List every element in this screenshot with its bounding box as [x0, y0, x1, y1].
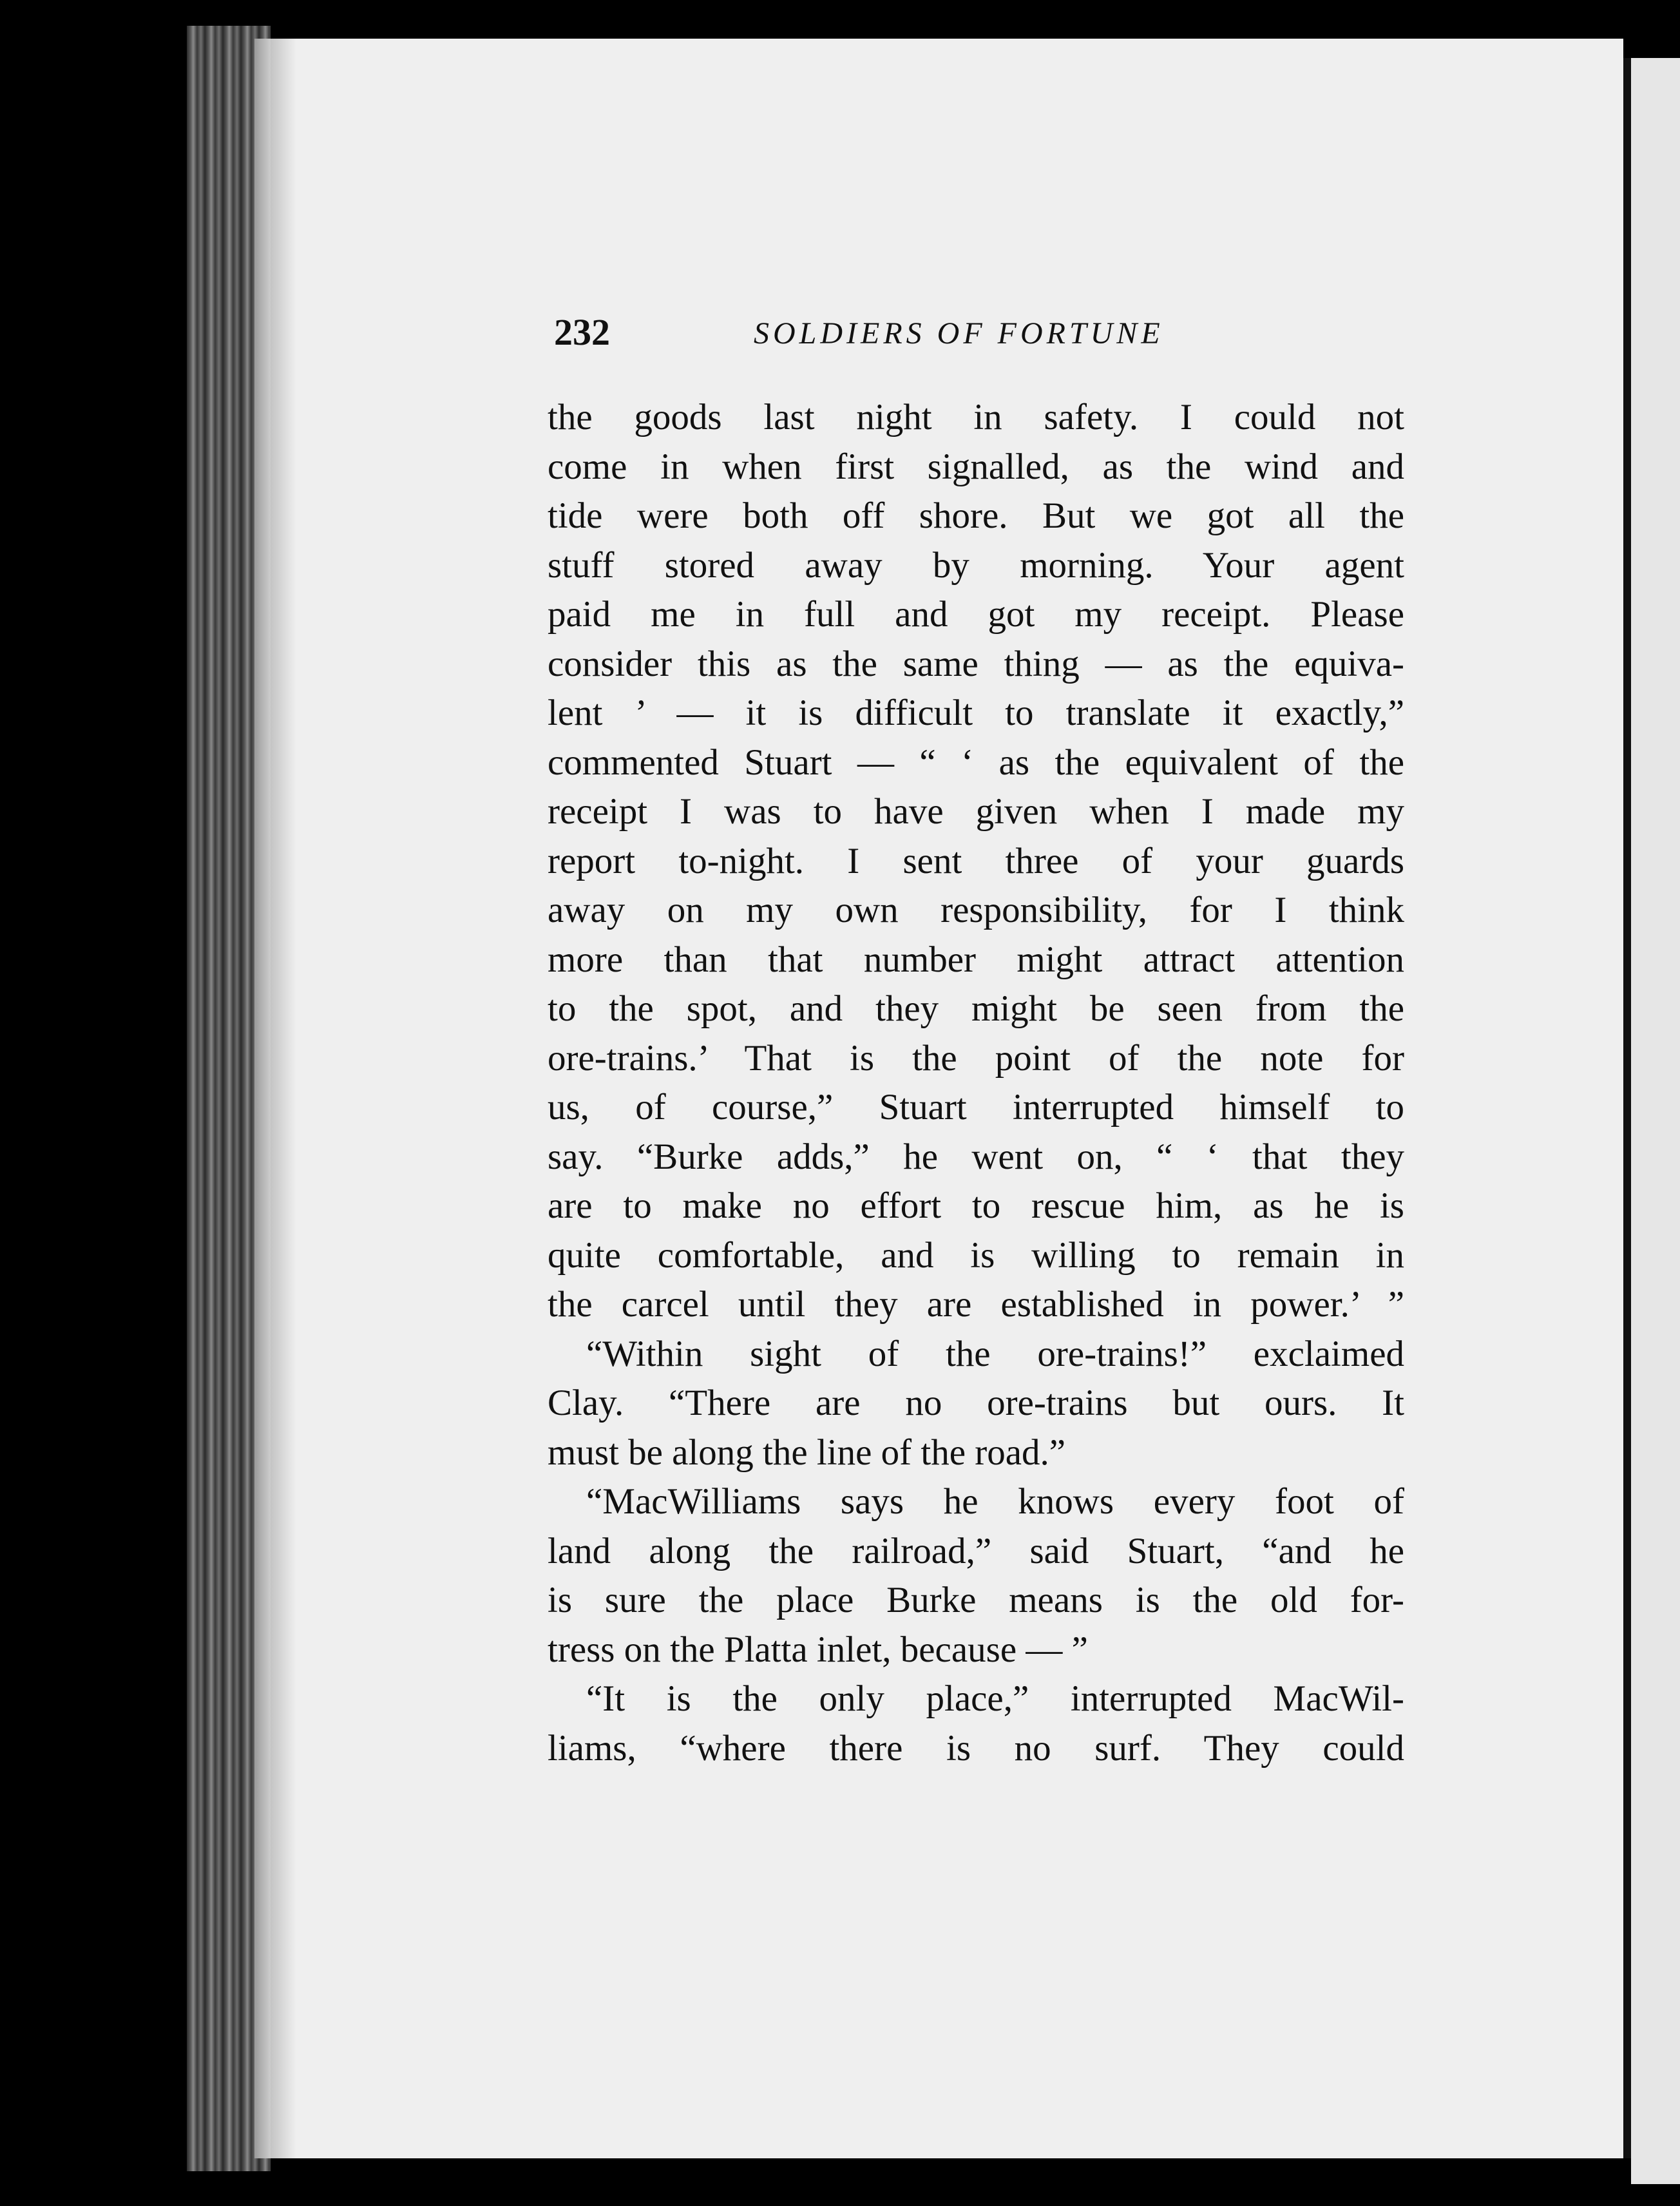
text-line: receipt I was to have given when I made my: [548, 791, 1404, 832]
text-line: come in when first signalled, as the wind and: [548, 446, 1404, 487]
text-line: is sure the place Burke means is the old for-: [548, 1580, 1404, 1620]
body-text: [548, 393, 1404, 1773]
facing-page-edge: [1623, 58, 1631, 2158]
text-line: “Within sight of the ore-trains!” exclaimed: [586, 1333, 1404, 1374]
text-line: “MacWilliams says he knows every foot of: [586, 1481, 1404, 1522]
text-line: the carcel until they are established in power.’ ”: [548, 1284, 1404, 1325]
text-line: ore-trains.’ That is the point of the note for: [548, 1037, 1404, 1079]
running-head: [554, 311, 1417, 362]
text-line: to the spot, and they might be seen from the: [548, 988, 1404, 1029]
text-line: tress on the Platta inlet, because — ”: [548, 1629, 1088, 1670]
text-line: land along the railroad,” said Stuart, “and he: [548, 1530, 1404, 1571]
page-number: 232: [554, 311, 610, 353]
gutter-shadow: [271, 39, 296, 2158]
text-line: paid me in full and got my receipt. Please: [548, 594, 1404, 635]
text-line: report to-night. I sent three of your guards: [548, 840, 1404, 881]
text-line: us, of course,” Stuart interrupted himself to: [548, 1087, 1404, 1127]
running-title: SOLDIERS OF FORTUNE: [754, 316, 1164, 350]
text-line: say. “Burke adds,” he went on, “ ‘ that they: [548, 1136, 1404, 1177]
text-line: tide were both off shore. But we got all the: [548, 495, 1404, 536]
text-line: Clay. “There are no ore-trains but ours. It: [548, 1383, 1404, 1423]
text-line: more than that number might attract attention: [548, 939, 1404, 980]
text-line: lent ’ — it is difficult to translate it exactly,”: [548, 693, 1404, 733]
text-line: away on my own responsibility, for I think: [548, 890, 1404, 930]
text-line: must be along the line of the road.”: [548, 1432, 1066, 1473]
text-line: stuff stored away by morning. Your agent: [548, 544, 1404, 586]
text-line: quite comfortable, and is willing to remain in: [548, 1234, 1404, 1276]
facing-page-strip: [1631, 58, 1680, 2184]
text-line: are to make no effort to rescue him, as he is: [548, 1185, 1404, 1226]
text-line: “It is the only place,” interrupted MacWil-: [586, 1678, 1404, 1719]
text-line: liams, “where there is no surf. They could: [548, 1727, 1404, 1769]
text-line: the goods last night in safety. I could not: [548, 397, 1404, 437]
text-line: consider this as the same thing — as the equiva-: [548, 643, 1404, 684]
text-line: commented Stuart — “ ‘ as the equivalent of the: [548, 742, 1404, 783]
